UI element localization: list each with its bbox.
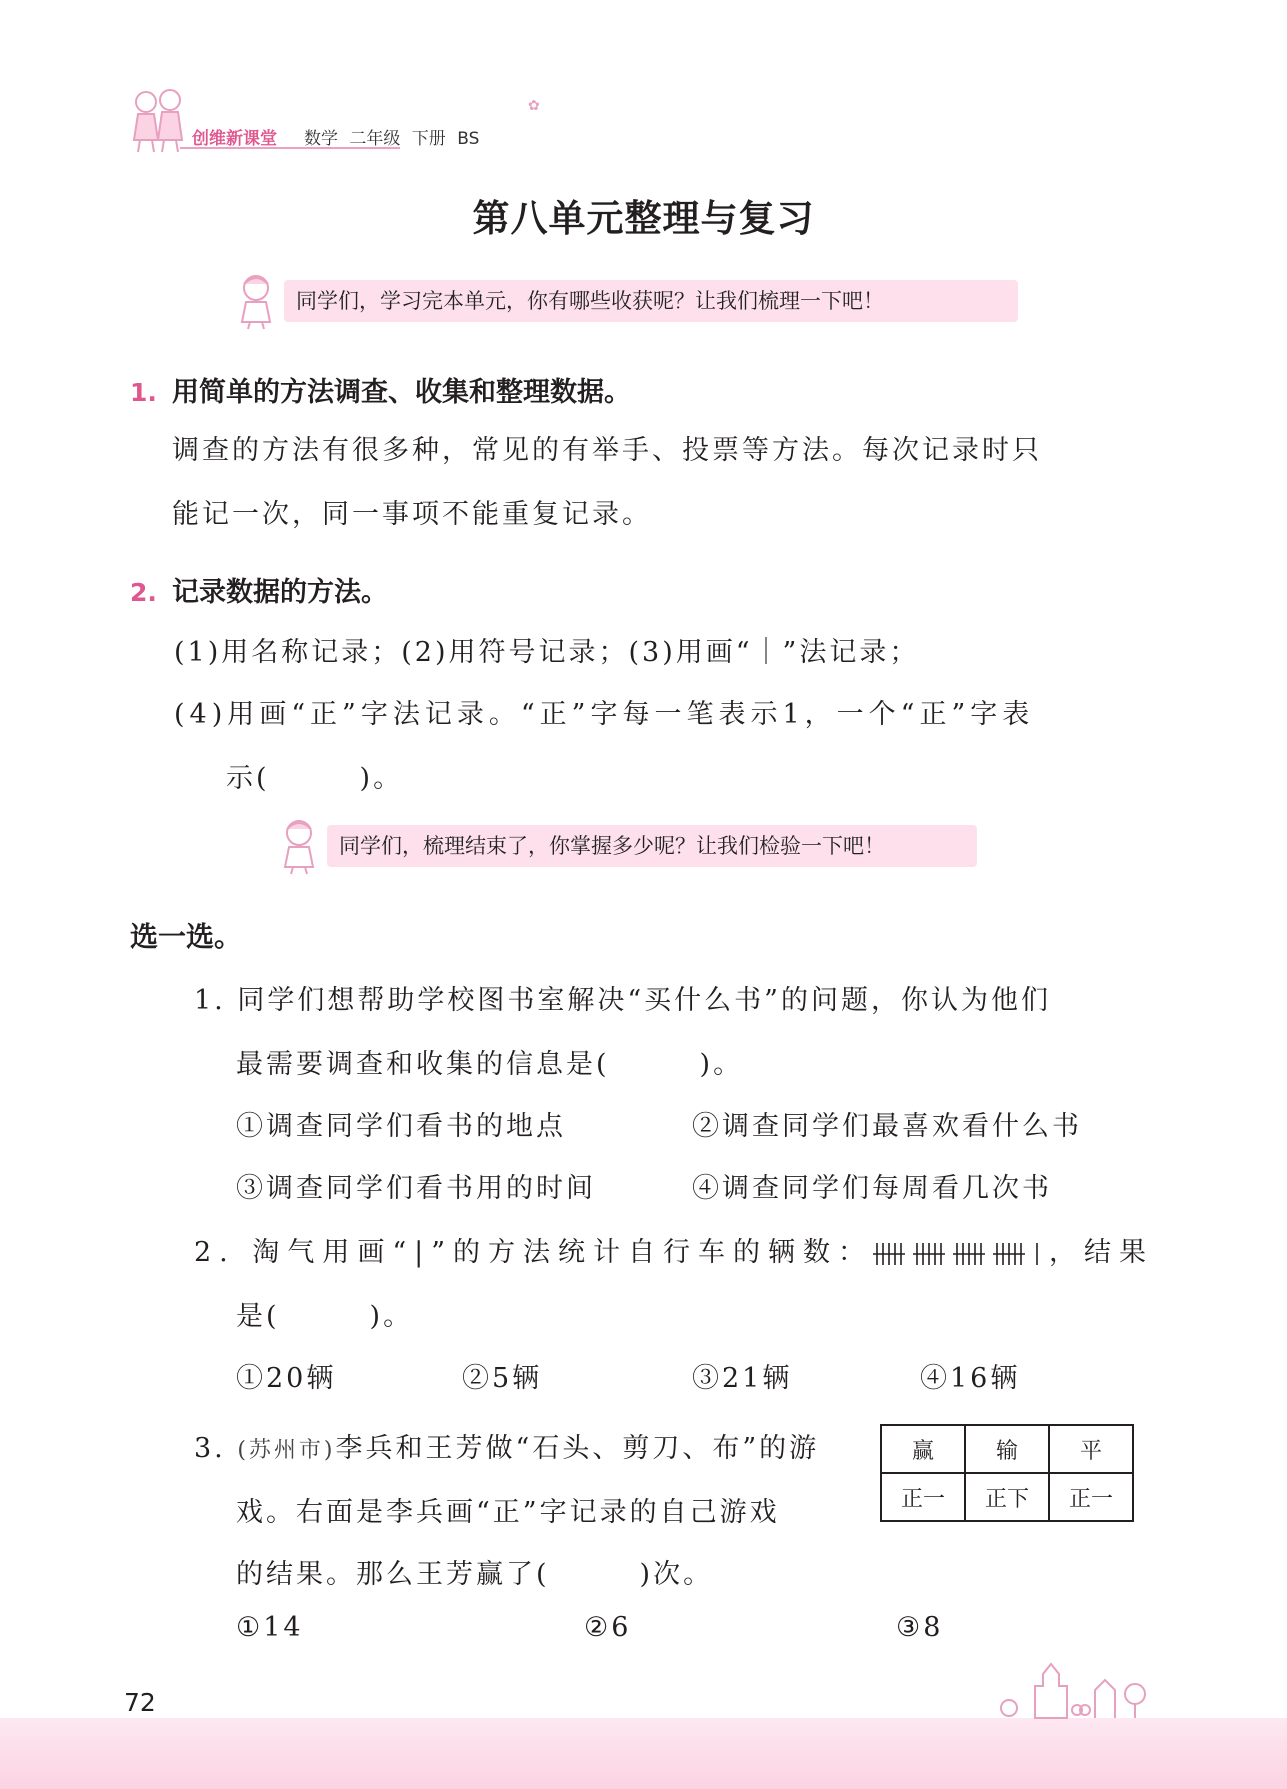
header-children-illustration-icon (124, 88, 202, 154)
question-3-line: 3. (苏州市)李兵和王芳做“石头、剪刀、布”的游 (194, 1433, 820, 1464)
option-1: ①14 (236, 1612, 304, 1643)
question-1-line: 最需要调查和收集的信息是( )。 (236, 1049, 744, 1080)
table-header: 输 (965, 1425, 1049, 1473)
option-1: ①20辆 (236, 1363, 337, 1394)
option-4: ④16辆 (920, 1363, 1021, 1394)
section-number: 1. (130, 378, 157, 407)
question-3-text: 李兵和王芳做“石头、剪刀、布”的游 (335, 1433, 820, 1464)
question-1-line: 1. 同学们想帮助学校图书室解决“买什么书”的问题，你认为他们 (194, 985, 1051, 1016)
section-2-heading (130, 570, 388, 609)
question-3-line: 戏。右面是李兵画“正”字记录的自己游戏 (236, 1497, 780, 1528)
speech-bubble-review: 同学们，学习完本单元，你有哪些收获呢？让我们梳理一下吧！ (284, 280, 1018, 322)
table-cell: 正下 (965, 1473, 1049, 1521)
section-1-line: 能记一次，同一事项不能重复记录。 (172, 499, 652, 530)
option-3: ③21辆 (692, 1363, 793, 1394)
question-2-line (194, 1230, 1154, 1269)
option-2: ②5辆 (462, 1363, 543, 1394)
flower-icon: ✿ (528, 98, 540, 114)
option-4: ④调查同学们每周看几次书 (692, 1173, 1052, 1204)
option-2: ②6 (584, 1612, 632, 1643)
section-number: 2. (130, 578, 157, 607)
section-2-line: (4)用画“正”字法记录。“正”字每一笔表示1，一个“正”字表 (174, 699, 1035, 730)
section-2-line: 示( )。 (226, 763, 404, 794)
table-header: 平 (1049, 1425, 1133, 1473)
table-cell: 正一 (881, 1473, 965, 1521)
option-3: ③调查同学们看书用的时间 (236, 1173, 596, 1204)
question-2-text-end: ，结果 (1049, 1237, 1155, 1268)
option-1: ①调查同学们看书的地点 (236, 1111, 566, 1142)
page-title: 第八单元整理与复习 (472, 197, 815, 240)
section-1-heading (130, 370, 631, 409)
question-2-text: 2. 淘气用画“|”的方法统计自行车的辆数： (194, 1237, 874, 1268)
section-title: 用简单的方法调查、收集和整理数据。 (172, 377, 631, 408)
section-2-line: (1)用名称记录；(2)用符号记录；(3)用画“｜”法记录； (174, 637, 920, 668)
section-title: 记录数据的方法。 (172, 577, 388, 608)
option-3: ③8 (896, 1612, 944, 1643)
brand-name: 创维新课堂 (192, 129, 277, 149)
option-2: ②调查同学们最喜欢看什么书 (692, 1111, 1082, 1142)
table-header: 赢 (881, 1425, 965, 1473)
girl-mascot-icon (277, 817, 323, 875)
book-info: 数学 二年级 下册 BS (304, 129, 480, 149)
exercise-heading: 选一选。 (130, 920, 243, 953)
castle-illustration-icon (985, 1650, 1175, 1720)
question-2-line: 是( )。 (236, 1301, 414, 1332)
footer-band (0, 1718, 1287, 1789)
tally-marks-icon (873, 1239, 1049, 1269)
speech-bubble-check: 同学们，梳理结束了，你掌握多少呢？让我们检验一下吧！ (327, 825, 977, 867)
page-number: 72 (124, 1688, 156, 1717)
table-cell: 正一 (1049, 1473, 1133, 1521)
girl-mascot-icon (234, 272, 280, 330)
question-3-line: 的结果。那么王芳赢了( )次。 (236, 1559, 714, 1590)
question-source: (苏州市) (237, 1438, 336, 1463)
result-table (880, 1424, 1134, 1522)
section-1-line: 调查的方法有很多种，常见的有举手、投票等方法。每次记录时只 (172, 435, 1042, 466)
